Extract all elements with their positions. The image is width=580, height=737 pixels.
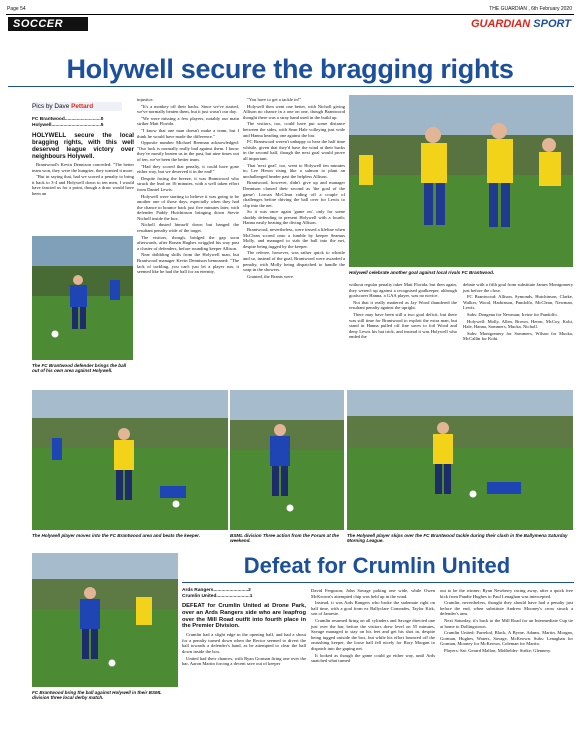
paragraph: Instead, it was Ards Rangers who broke the stalemate right on half time, with a goal from ex Ballyclare Comrades, Taylor Kirk, son of Jamesie. (311, 600, 435, 617)
story1-col1 (32, 117, 134, 198)
paragraph: Granted, the Brants were (247, 273, 293, 279)
paragraph: Brantwood, however, didn't give up and manager Dennison classed their second as 'the goal of the game'; Lorcan McClean riding off a couple of challenges before driving the ball over for Lewis to clip into the net. (243, 180, 345, 208)
page-number: Page 54 (7, 6, 26, 12)
paragraph: FC Brantwood weren't unhappy to hear the half time whistle, given that they'd have the wind at their backs in the second half, though the next goal would prove all important. (243, 139, 345, 161)
paragraph: Crumlin United: Farrelod, Black, A Byrne, Adams, Martin, Morgan, Gorman, Hughes, Waters, Savage, McKeown. Subs: Lenaghan for Gorman, Mooney for McKeown, Coleman for Martin. (440, 630, 573, 647)
paragraph: That 'next goal', too, went to Holywell ten minutes in; Lee Heron rising like a salmon to plant an unchallenged header past the helpless Allison. (243, 162, 345, 179)
photo-holywell-beats-keeper (32, 390, 228, 530)
header-rule (6, 14, 574, 15)
headline-rule (8, 86, 574, 87)
paragraph: without regular penalty taker Matt Florida, but then again, they weren't up against a recognised goalkeeper, although goalscorer Hanna, a GAA player, was no novice. (349, 282, 457, 299)
paragraph: Crumlin, nevertheless, thought they should have had a penalty just before the end, when substitute Andrew Mooney's cross struck a defender's arm. (440, 600, 573, 617)
photo-brantwood-defender (32, 236, 133, 360)
paragraph: FC Brantwood: Allison, Symonds, Hutchinson, Clarke, Walker, Wood, Harbinson, Pandolfo, McClean, Newman, Lewis. (463, 294, 573, 311)
photo-holywell-celebrate (349, 95, 573, 267)
caption-big-photo: Holywell celebrate another goal against local rivals FC Brantwood. (349, 270, 495, 275)
brand-logo (471, 17, 571, 31)
caption-left-photo: The FC Brantwood defender brings the ball out of his own area against Holywell. (32, 363, 127, 374)
paragraph: Despite facing the breeze, it was Brantwood who struck the lead on 16 minutes, with a well taken effort from Daniel Lewis. (137, 175, 239, 192)
date-line: THE GUARDIAN , 6th February 2020 (489, 6, 572, 12)
headline-main: Holywell secure the bragging rights (66, 54, 514, 84)
caption-row-right: The Holywell player skips over the FC Brantwood tackle during their clash in the Ballymena Saturday Morning League. (347, 533, 568, 544)
story2-col3 (440, 588, 573, 655)
paragraph: Opposite number Michael Brennan acknowledged: "Our luck is normally really bad against them. I know they've mostly beaten us in the past, but nine times out of ten, we've been the better team. (137, 140, 239, 162)
paragraph: Nicholl dusted himself down but banged the resultant penalty wide of the target. (137, 222, 239, 234)
paragraph: Brantwood's Kevin Dennison conceded: "The better team won, they were the hungrier, they wanted it more. (32, 162, 134, 173)
story2-col2 (311, 588, 435, 665)
paragraph: "Had they scored that penalty, it could have gone either way, but we deserved it in the end!" (137, 163, 239, 175)
caption-row-left: The Holywell player moves into the FC Brantwood area and beats the keeper. (32, 533, 200, 538)
caption-story2: FC Brantwood bring the ball against Holywell in their BSML division three local derby match. (32, 690, 162, 701)
headline-story2-rule (182, 582, 574, 583)
paragraph: "You have to get a tackle in!" (247, 97, 302, 102)
photo-brantwood-ball (32, 553, 178, 687)
score-home: FC Brantwood...........................0 (32, 117, 104, 122)
paragraph: Brantwood, nevertheless, were tossed a lifeline when McClean scored onto a fumble by keeper Seamus Molly, and managed to stab the ball into the net, despite being tugged by the keeper. (243, 227, 345, 249)
paragraph: "It's a monkey off their backs. Since we've started, we've normally beaten them, but it just wasn't our day. (137, 103, 239, 115)
paragraph: There may have been still a two goal deficit, but there was still time for Brantwood to exploit the extra man, but stand in Hanna pulled off fine saves to foil Wood and deny Lewis his hat trick, and instead it was Holywell who ended the (349, 311, 457, 340)
paragraph: Crumlin had a slight edge in the opening half, and had a shout for a penalty turned down when the Rector seemed to divert the ball towards a defender's hand, as he attempted to clear the ball down inside the box. (182, 632, 306, 654)
paragraph: debate with a fifth goal from substitute James Montgomery just before the close. (463, 282, 573, 293)
paragraph: United had their chances, with Ryan Gorman firing one over the bar, Aaron Martin forcing a decent save out of keeper (182, 655, 306, 667)
photo-bsml-action (230, 390, 344, 530)
story1-col4 (349, 282, 457, 341)
paragraph: Next Saturday, it's back to the Mill Road for an Intermediate Cup tie at home to Dollingstown. (440, 617, 573, 629)
paragraph: injustice. (137, 97, 154, 102)
brand-main: GUARDIAN (470, 18, 531, 30)
paragraph: David Ferguson; John Savage poking one wide, while Owen McKeown's attempted chip was held up in the wind. (311, 588, 435, 599)
section-tag (8, 17, 88, 31)
story2-col1 (182, 588, 306, 668)
paragraph: Holywell: Molly, Allen, Brown, Heron, McCoy, Kohi, Hale, Hanna, Sommers, Mucka, Nicholl. (463, 318, 573, 330)
score-home: Ards Rangers..........................2 (182, 588, 251, 593)
byline-prefix: Pics by Dave (32, 103, 72, 110)
score-away: Crumlin United.........................1 (182, 594, 253, 599)
brand-sport: SPORT (533, 18, 571, 30)
paragraph: "I know that one man doesn't make a team, but I think he would have made the difference." (137, 127, 239, 139)
story1-col3 (243, 97, 345, 280)
paragraph: Holywell then went one better, with Nicholl giving Allison no chance in a one on one, though Brantwood thought there was a stray hand used in the build up. (243, 103, 345, 120)
photo-holywell-skips-tackle (347, 390, 573, 530)
paragraph: "We were missing a few players, notably our main striker Matt Florida. (137, 115, 239, 127)
paragraph: It looked as though the game could go either way, until Ards snatched what turned (311, 652, 435, 664)
paragraph: The visitors, though, bridged the gap soon afterwards, after Ronan Hughes wriggled his way past a cluster of defenders, before rounding keeper Allison. (137, 234, 239, 251)
paragraph: "But in saying that, had we scored a penalty to bring it back to 3-4 and Holywell down to ten men, I would have fancied us for a point, though a draw would have been an (32, 174, 134, 196)
paragraph: Crumlin resumed firing on all cylinders and Savage directed one just over the bar, before the visitors drew level on 55 minutes, Savage managed to stay on his feet and get his shot in, despite being tugged outside the box, but while his effort bounced off the onrushing keeper, the loose ball fell nicely for Rory Morgan to dispatch into the gaping net. (311, 617, 435, 651)
paragraph: So it was once again 'game on', only for some shoddy defending to present Holywell with a fourth; Hanna easily beating the diving Allison. (243, 209, 345, 226)
paragraph: Holywell were starting to believe it was going to be another one of those days, especially when they had the chance to bounce back just five minutes later, with defender Paddy Hutchinson bringing down Stevie Nicholl inside the box. (137, 193, 239, 221)
byline-name: Pettard (71, 103, 94, 110)
story1-col5 (463, 282, 573, 343)
paragraph: Subs: Dongena for Newman; Irvine for Pandolfo. (467, 311, 558, 317)
headline-story2: Defeat for Crumlin United (243, 553, 511, 578)
paragraph: Not that it really mattered as Jay Wood thundered the resultant penalty against the upright. (349, 299, 457, 311)
paragraph: Near dribbling skills from the Holywell man, but Brantwood manager Kevin Dennison bemoaned: "The lack of tackling, you can't just let a player run, it seemed like he had the ball for an eternity. (137, 252, 239, 275)
lede: HOLYWELL secure the local bragging rights, with this well deserved league victory over neighbours Holywell. (32, 132, 134, 160)
score-away: Holywell.....................................5 (32, 123, 104, 128)
paragraph: The visitors, too, could have put some distance between the sides, with Sean Hale volleying just wide and Hanna heading one against the bar. (243, 121, 345, 138)
paragraph: Subs: Montgomery for Sommers, Wilson for Mucka, McCallin for Kohi. (463, 330, 573, 342)
story1-col2 (137, 97, 239, 276)
caption-row-mid: BSML division Three action from the Forum at the weekend. (230, 533, 339, 544)
paragraph: The referee, however, was rather quick to whistle and so, instead of the goal, Brantwood were awarded a penalty, with Molly being dispatched to handle the soap in the showers. (243, 250, 345, 273)
byline (32, 102, 122, 111)
lede: DEFEAT for Crumlin United at Drone Park, over an Ards Rangers side who are leapfrog over the Mill Road outfit into fourth place in the Premier Division. (182, 603, 306, 630)
paragraph: Players: Sat: Gerard Mallon, Midfielder: Strike; Glennery. (444, 647, 552, 653)
paragraph: out to be the winner; Ryan Newberry racing away, after a quick free kick from Pandie Hughes to Paul Lenaghan was intercepted. (440, 588, 573, 599)
section-label: SOCCER (13, 18, 64, 30)
